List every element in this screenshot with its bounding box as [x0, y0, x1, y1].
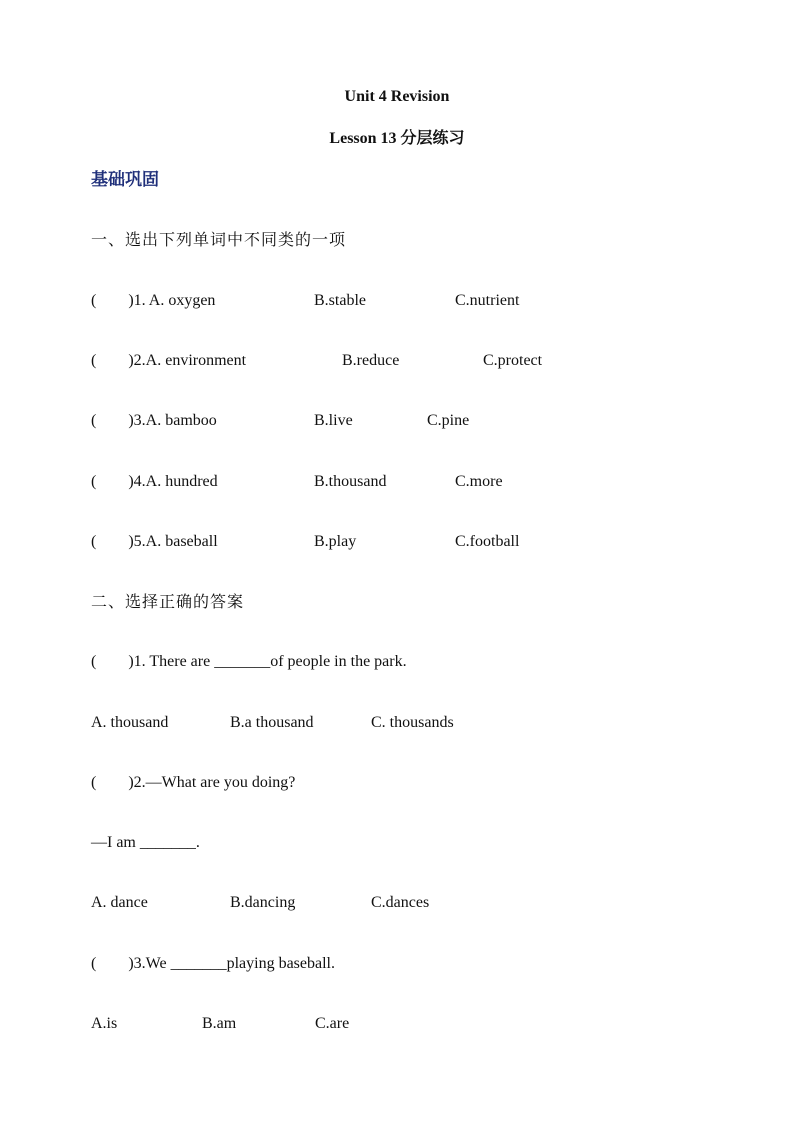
question-stem: ( )1. There are _______of people in the park. [91, 653, 407, 670]
option-a: A.is [91, 1015, 118, 1032]
option-a: A. thousand [91, 714, 169, 731]
option-c: C.dances [371, 894, 430, 911]
option-a: A. dance [91, 894, 148, 911]
page-title: Unit 4 Revision [344, 88, 450, 105]
option-b: B.stable [314, 292, 366, 309]
question-stem: ( )2.—What are you doing? [91, 774, 296, 791]
option-b: B.dancing [230, 894, 296, 911]
section-label: 基础巩固 [91, 170, 159, 189]
question-stem: ( )2.A. environment [91, 352, 247, 369]
option-b: B.thousand [314, 473, 387, 490]
option-c: C.nutrient [455, 292, 520, 309]
option-b: B.am [202, 1015, 237, 1032]
question-stem: ( )4.A. hundred [91, 473, 218, 490]
option-b: B.live [314, 412, 353, 429]
option-c: C.protect [483, 352, 543, 369]
option-b: B.play [314, 533, 357, 550]
lesson-subtitle: Lesson 13 分层练习 [329, 130, 465, 147]
dialogue-reply: —I am _______. [91, 834, 200, 851]
question-stem: ( )1. A. oxygen [91, 292, 216, 309]
question-stem: ( )3.A. bamboo [91, 412, 217, 429]
option-c: C.more [455, 473, 503, 490]
part2-heading: 二、选择正确的答案 [91, 592, 245, 611]
question-stem: ( )3.We _______playing baseball. [91, 955, 335, 972]
option-c: C.are [315, 1015, 350, 1032]
option-b: B.a thousand [230, 714, 314, 731]
question-stem: ( )5.A. baseball [91, 533, 218, 550]
option-c: C.football [455, 533, 520, 550]
option-c: C.pine [427, 412, 470, 429]
part1-heading: 一、选出下列单词中不同类的一项 [91, 230, 347, 249]
option-c: C. thousands [371, 714, 454, 731]
option-b: B.reduce [342, 352, 400, 369]
